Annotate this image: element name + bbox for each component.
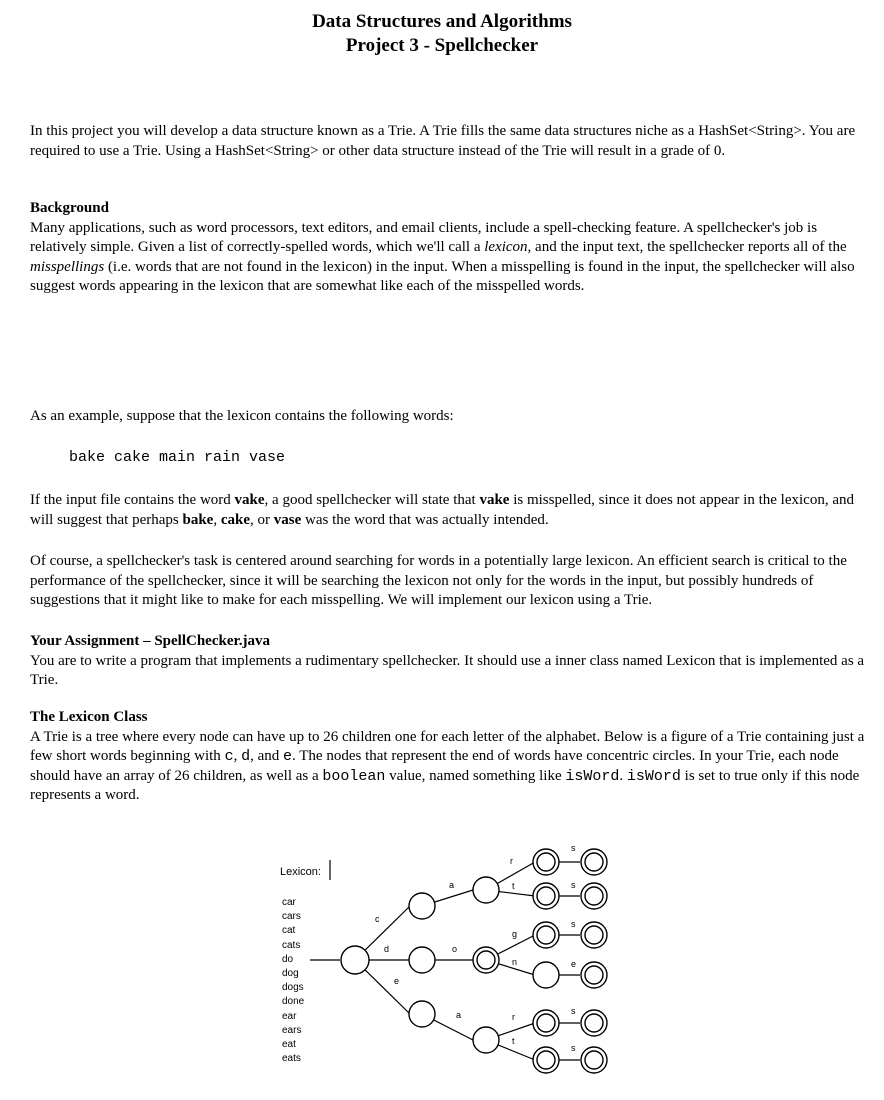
word-vake: vake [234,492,265,508]
lexicon-class-heading: The Lexicon Class [30,709,148,725]
lexicon-word: cat [282,925,296,937]
background-text-2: , and the input text, the spellchecker reports all of the [527,239,847,255]
node-cats-inner [585,887,603,905]
code-boolean: boolean [322,767,386,785]
node-cat-inner [537,887,555,905]
label-n: n [512,957,518,967]
assignment-section [30,632,875,691]
code-isword-2: isWord [626,767,681,785]
label-g: g [512,929,518,939]
node-do-inner [477,951,495,969]
label-a2: a [456,1010,462,1020]
label-r2: r [512,1012,515,1022]
node-dog-inner [537,926,555,944]
example-paragraph [30,491,875,530]
label-o: o [452,944,458,954]
lexicon-word: done [282,996,305,1008]
course-title: Data Structures and Algorithms [312,11,572,32]
trie-nodes [341,849,607,1073]
example-text-2: , a good spellchecker will state that [264,492,480,508]
node-don [533,962,559,988]
label-s1: s [571,843,576,853]
label-t1: t [512,881,515,891]
lexicon-class-paragraph [30,728,875,806]
code-isword: isWord [565,767,620,785]
label-t2: t [512,1036,515,1046]
lex-text-5: value, named something like [385,767,566,784]
lexicon-class-section [30,708,875,806]
node-e [409,1001,435,1027]
word-bake: bake [182,511,214,528]
word-vase: vase [273,511,302,528]
word-vake-2: vake [479,492,510,508]
example-text-1: If the input file contains the word [30,492,235,508]
node-ea [473,1027,499,1053]
node-ears-inner [585,1014,603,1032]
label-s2: s [571,880,576,890]
lex-text-2: , [233,748,242,764]
node-ear-inner [537,1014,555,1032]
background-section [30,199,875,297]
node-done-inner [585,966,603,984]
lex-text-1: A Trie is a tree where every node can have up to 26 children one for each letter of the alphabet. Below is a figure of a Trie containing just a few short words beginning with [30,728,865,764]
lexicon-word: ear [282,1010,297,1022]
document-title [0,10,884,58]
misspellings-term: misspellings [30,258,105,275]
example-text-6: was the word that was actually intended. [301,511,549,528]
node-d [409,947,435,973]
example-intro: As an example, suppose that the lexicon contains the following words: [30,408,454,424]
word-cake: cake [220,511,250,528]
lex-text-4: . The nodes that represent the end of words have concentric circles. In your Trie, each node should have an array of 26 children, as well as a [30,748,839,784]
label-a1: a [449,880,455,890]
label-s3: s [571,919,576,929]
label-e: e [394,976,400,986]
label-d: d [384,944,390,954]
node-eats-inner [585,1051,603,1069]
node-cars-inner [585,853,603,871]
node-ca [473,877,499,903]
example-text-5: , or [250,511,274,528]
lexicon-word: eats [282,1053,301,1065]
background-text-3: (i.e. words that are not found in the lexicon) in the input. When a misspelling is found in the input, the spellchecker will also suggest words appearing in the lexicon that are somewhat like each of the misspelled words. [30,258,855,294]
lexicon-word: eat [282,1039,296,1051]
lex-text-3: , and [250,748,284,764]
lex-text-6: . [619,767,627,784]
background-paragraph [30,219,875,297]
lex-text-7: is set to true only if this node represents a word. [30,767,860,803]
trie-figure [260,840,640,1090]
trie-diagram [260,840,640,1090]
lexicon-word: ears [282,1024,302,1036]
example-lexicon-words: bake cake main rain vase [69,449,286,466]
lexicon-term: lexicon [484,239,528,255]
label-e2: e [571,959,577,969]
project-title: Project 3 - Spellchecker [345,35,539,56]
label-s4: s [571,1006,576,1016]
efficiency-paragraph: Of course, a spellchecker's task is centered around searching for words in a potentially large lexicon. An efficient search is critical to the performance of the spellchecker, since it will be searching the lexicon not only for the words in the input, but possibly hundreds of suggestions that it might like to make for each misspelling. We will implement our lexicon using a Trie. [30,553,847,608]
node-eat-inner [537,1051,555,1069]
assignment-heading: Your Assignment – SpellChecker.java [30,633,271,649]
code-e: e [283,748,293,765]
intro-paragraph: In this project you will develop a data structure known as a Trie. A Trie fills the same data structures niche as a HashSet<String>. You are required to use a Trie. Using a HashSet<String> or other data structure instead of the Trie will result in a grade of 0. [30,123,856,159]
example-text-4: , [213,511,221,528]
node-dogs-inner [585,926,603,944]
code-d: d [241,748,251,765]
background-heading: Background [30,200,109,216]
lexicon-word: cars [282,911,301,923]
label-s5: s [571,1043,576,1053]
lexicon-word: dogs [282,982,304,994]
background-text-1: Many applications, such as word processors, text editors, and email clients, include a spell-checking feature. A spellchecker's job is relatively simple. Given a list of correctly-spelled words, which we'll call a [30,219,818,255]
lexicon-word: dog [282,968,299,980]
example-text-3: is misspelled, since it does not appear in the lexicon, and will suggest that perhaps [30,492,854,528]
code-c: c [224,748,234,765]
node-root [341,946,369,974]
lexicon-word: do [282,953,294,965]
node-c [409,893,435,919]
node-car-inner [537,853,555,871]
lexicon-word: cats [282,939,301,951]
label-r1: r [510,856,513,866]
lexicon-label: Lexicon: [280,866,321,878]
lexicon-word: car [282,897,296,908]
assignment-paragraph: You are to write a program that implements a rudimentary spellchecker. It should use a inner class named Lexicon that is implemented as a Trie. [30,652,865,688]
label-c: c [375,914,380,924]
